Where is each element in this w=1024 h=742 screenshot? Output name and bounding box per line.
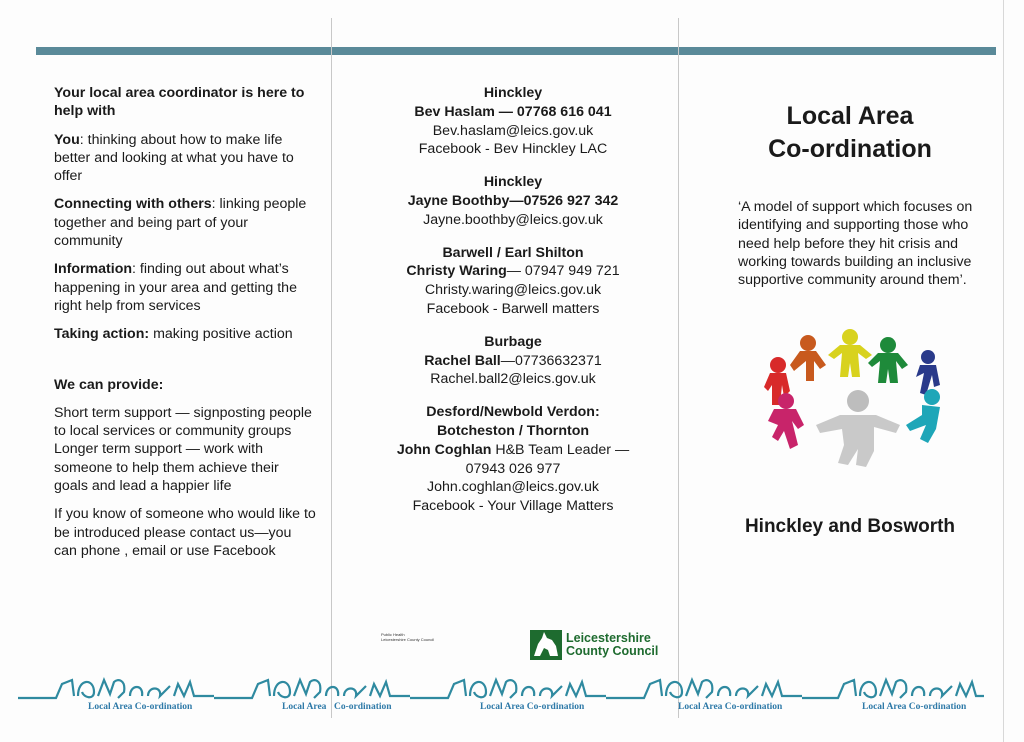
council-name: Leicestershire County Council <box>566 631 659 658</box>
contact-name-line: Jayne Boothby—07526 927 342 <box>407 192 619 209</box>
contact-email[interactable]: Jayne.boothby@leics.gov.uk <box>423 211 603 228</box>
top-color-bar <box>36 47 996 55</box>
footer-label: Local Area Co-ordination <box>88 702 193 712</box>
contact-email[interactable]: Bev.haslam@leics.gov.uk <box>432 122 594 139</box>
footer-label: Local Area Co-ordination <box>480 702 585 712</box>
model-quote: ‘A model of support which focuses on identifying and supporting those who need help before they hit crisis and working towards building an inclusive supportive community around them’. <box>738 199 973 289</box>
contact-name-line: Rachel Ball—07736632371 <box>424 352 602 369</box>
contact-area: Burbage <box>484 333 542 350</box>
contact-name-line: Bev Haslam — 07768 616 041 <box>414 103 612 120</box>
help-item-action: Taking action: making positive action <box>54 326 293 343</box>
contact-facebook: Facebook - Bev Hinckley LAC <box>418 141 608 158</box>
footer-label: Local Area Co-ordination <box>862 702 967 712</box>
footer-label: Local Area Co-ordination <box>678 702 783 712</box>
region-name: Hinckley and Bosworth <box>744 516 956 537</box>
help-item-connecting: Connecting with others: linking people together and being part of your community <box>54 196 307 250</box>
contact-facebook: Facebook - Your Village Matters <box>412 498 614 515</box>
footer-label: Co-ordination <box>334 702 392 712</box>
short-term-support: Short term support — signposting people to local services or community groups <box>54 404 312 440</box>
leaflet-title: Local Area Co-ordination <box>768 102 932 163</box>
contact-area-secondary: Botcheston / Thornton <box>436 422 590 439</box>
help-item-information: Information: finding out about what’s happening in your area and getting the right help from services <box>54 261 297 314</box>
contacts-panel <box>345 84 681 530</box>
help-item-you: You: thinking about how to make life better and looking at what you have to offer <box>54 131 294 185</box>
contact-area: Barwell / Earl Shilton <box>442 244 584 261</box>
fold-line-left <box>331 18 332 718</box>
provide-heading: We can provide: <box>54 376 164 393</box>
contact-area: Desford/Newbold Verdon: <box>426 404 600 421</box>
public-health-logo: Public Health Leicestershire County Council <box>381 632 435 642</box>
contact-email[interactable]: Christy.waring@leics.gov.uk <box>424 282 602 299</box>
contact-block <box>345 333 681 389</box>
left-panel <box>54 84 316 570</box>
longer-term-support: Longer term support — work with someone to help them achieve their goals and lead a happier life <box>54 441 279 495</box>
contact-block <box>345 84 681 159</box>
closing-text: If you know of someone who would like to be introduced please contact us—you can phone , email or use Facebook <box>54 506 316 559</box>
page-edge <box>1003 0 1004 742</box>
contact-phone: 07943 026 977 <box>465 460 561 477</box>
footer-label: Local Area <box>282 702 327 712</box>
people-circle-illustration-icon <box>760 325 950 470</box>
contact-name-line: John Coghlan H&B Team Leader — <box>396 441 630 458</box>
contact-area: Hinckley <box>483 85 543 101</box>
contact-email[interactable]: Rachel.ball2@leics.gov.uk <box>430 371 596 388</box>
contact-block <box>345 244 681 319</box>
contact-name-line: Christy Waring— 07947 949 721 <box>406 263 620 280</box>
contact-block <box>345 403 681 516</box>
intro-heading: Your local area coordinator is here to help with <box>54 85 305 120</box>
contact-email[interactable]: John.coghlan@leics.gov.uk <box>427 479 599 496</box>
contact-facebook: Facebook - Barwell matters <box>426 300 600 317</box>
contact-block <box>345 173 681 229</box>
contact-area: Hinckley <box>483 174 543 191</box>
